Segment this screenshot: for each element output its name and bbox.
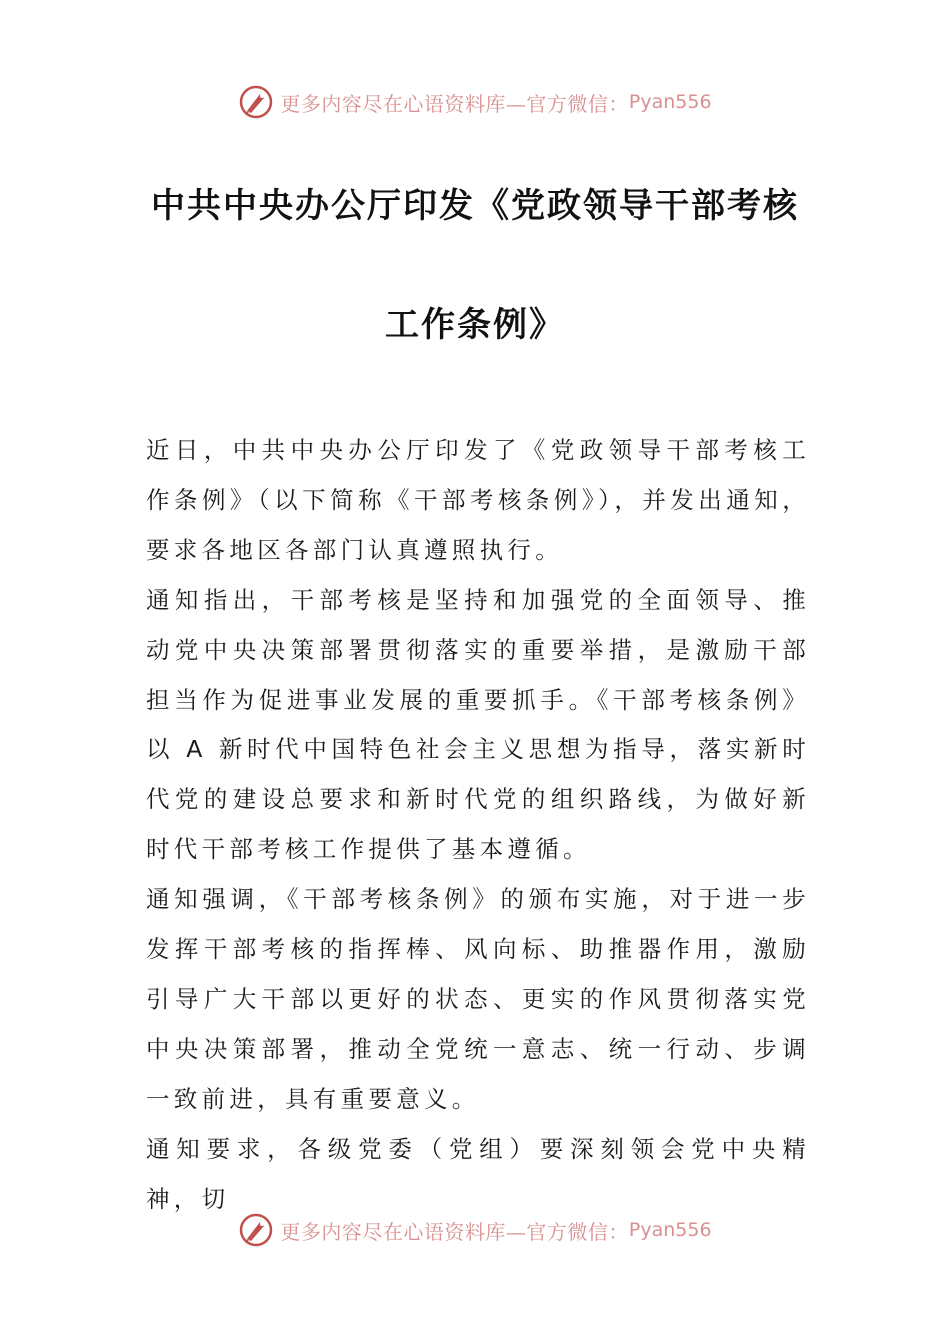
body-paragraph-2: 通知指出，干部考核是坚持和加强党的全面领导、推动党中央决策部署贯彻落实的重要举措，是激励干部担当作为促进事业发展的重要抓手。《干部考核条例》以 A 新时代中国特色社会主义思想为指导，落实新时代党的建设总要求和新时代党的组织路线，为做好新时代干部考核工作提供了基本遵循。 — [146, 585, 810, 864]
document-title-line-2: 工作条例》 — [385, 305, 565, 345]
body-paragraph-4: 通知要求，各级党委（党组）要深刻领会党中央精神，切 — [146, 1134, 810, 1213]
document-body — [146, 426, 810, 1225]
body-paragraph-3: 通知强调，《干部考核条例》的颁布实施，对于进一步发挥干部考核的指挥棒、风向标、助推器作用，激励引导广大干部以更好的状态、更实的作风贯彻落实党中央决策部署，推动全党统一意志、统一行动、步调一致前进，具有重要意义。 — [146, 885, 810, 1113]
document-title-line-1: 中共中央办公厅印发《党政领导干部考核 — [151, 186, 799, 226]
body-paragraph-1: 近日，中共中央办公厅印发了《党政领导干部考核工作条例》（以下简称《干部考核条例》），并发出通知，要求各地区各部门认真遵照执行。 — [146, 436, 810, 564]
watermark-wechat-id: Pyan556 — [628, 1219, 712, 1241]
pen-nib-logo-icon — [238, 1212, 274, 1248]
watermark-text: 更多内容尽在心语资料库—官方微信： — [280, 1219, 629, 1244]
watermark-banner-top — [0, 82, 950, 122]
watermark-wechat-id: Pyan556 — [628, 91, 712, 113]
watermark-banner-bottom — [0, 1210, 950, 1250]
watermark-text: 更多内容尽在心语资料库—官方微信： — [280, 91, 629, 116]
pen-nib-logo-icon — [238, 84, 274, 120]
